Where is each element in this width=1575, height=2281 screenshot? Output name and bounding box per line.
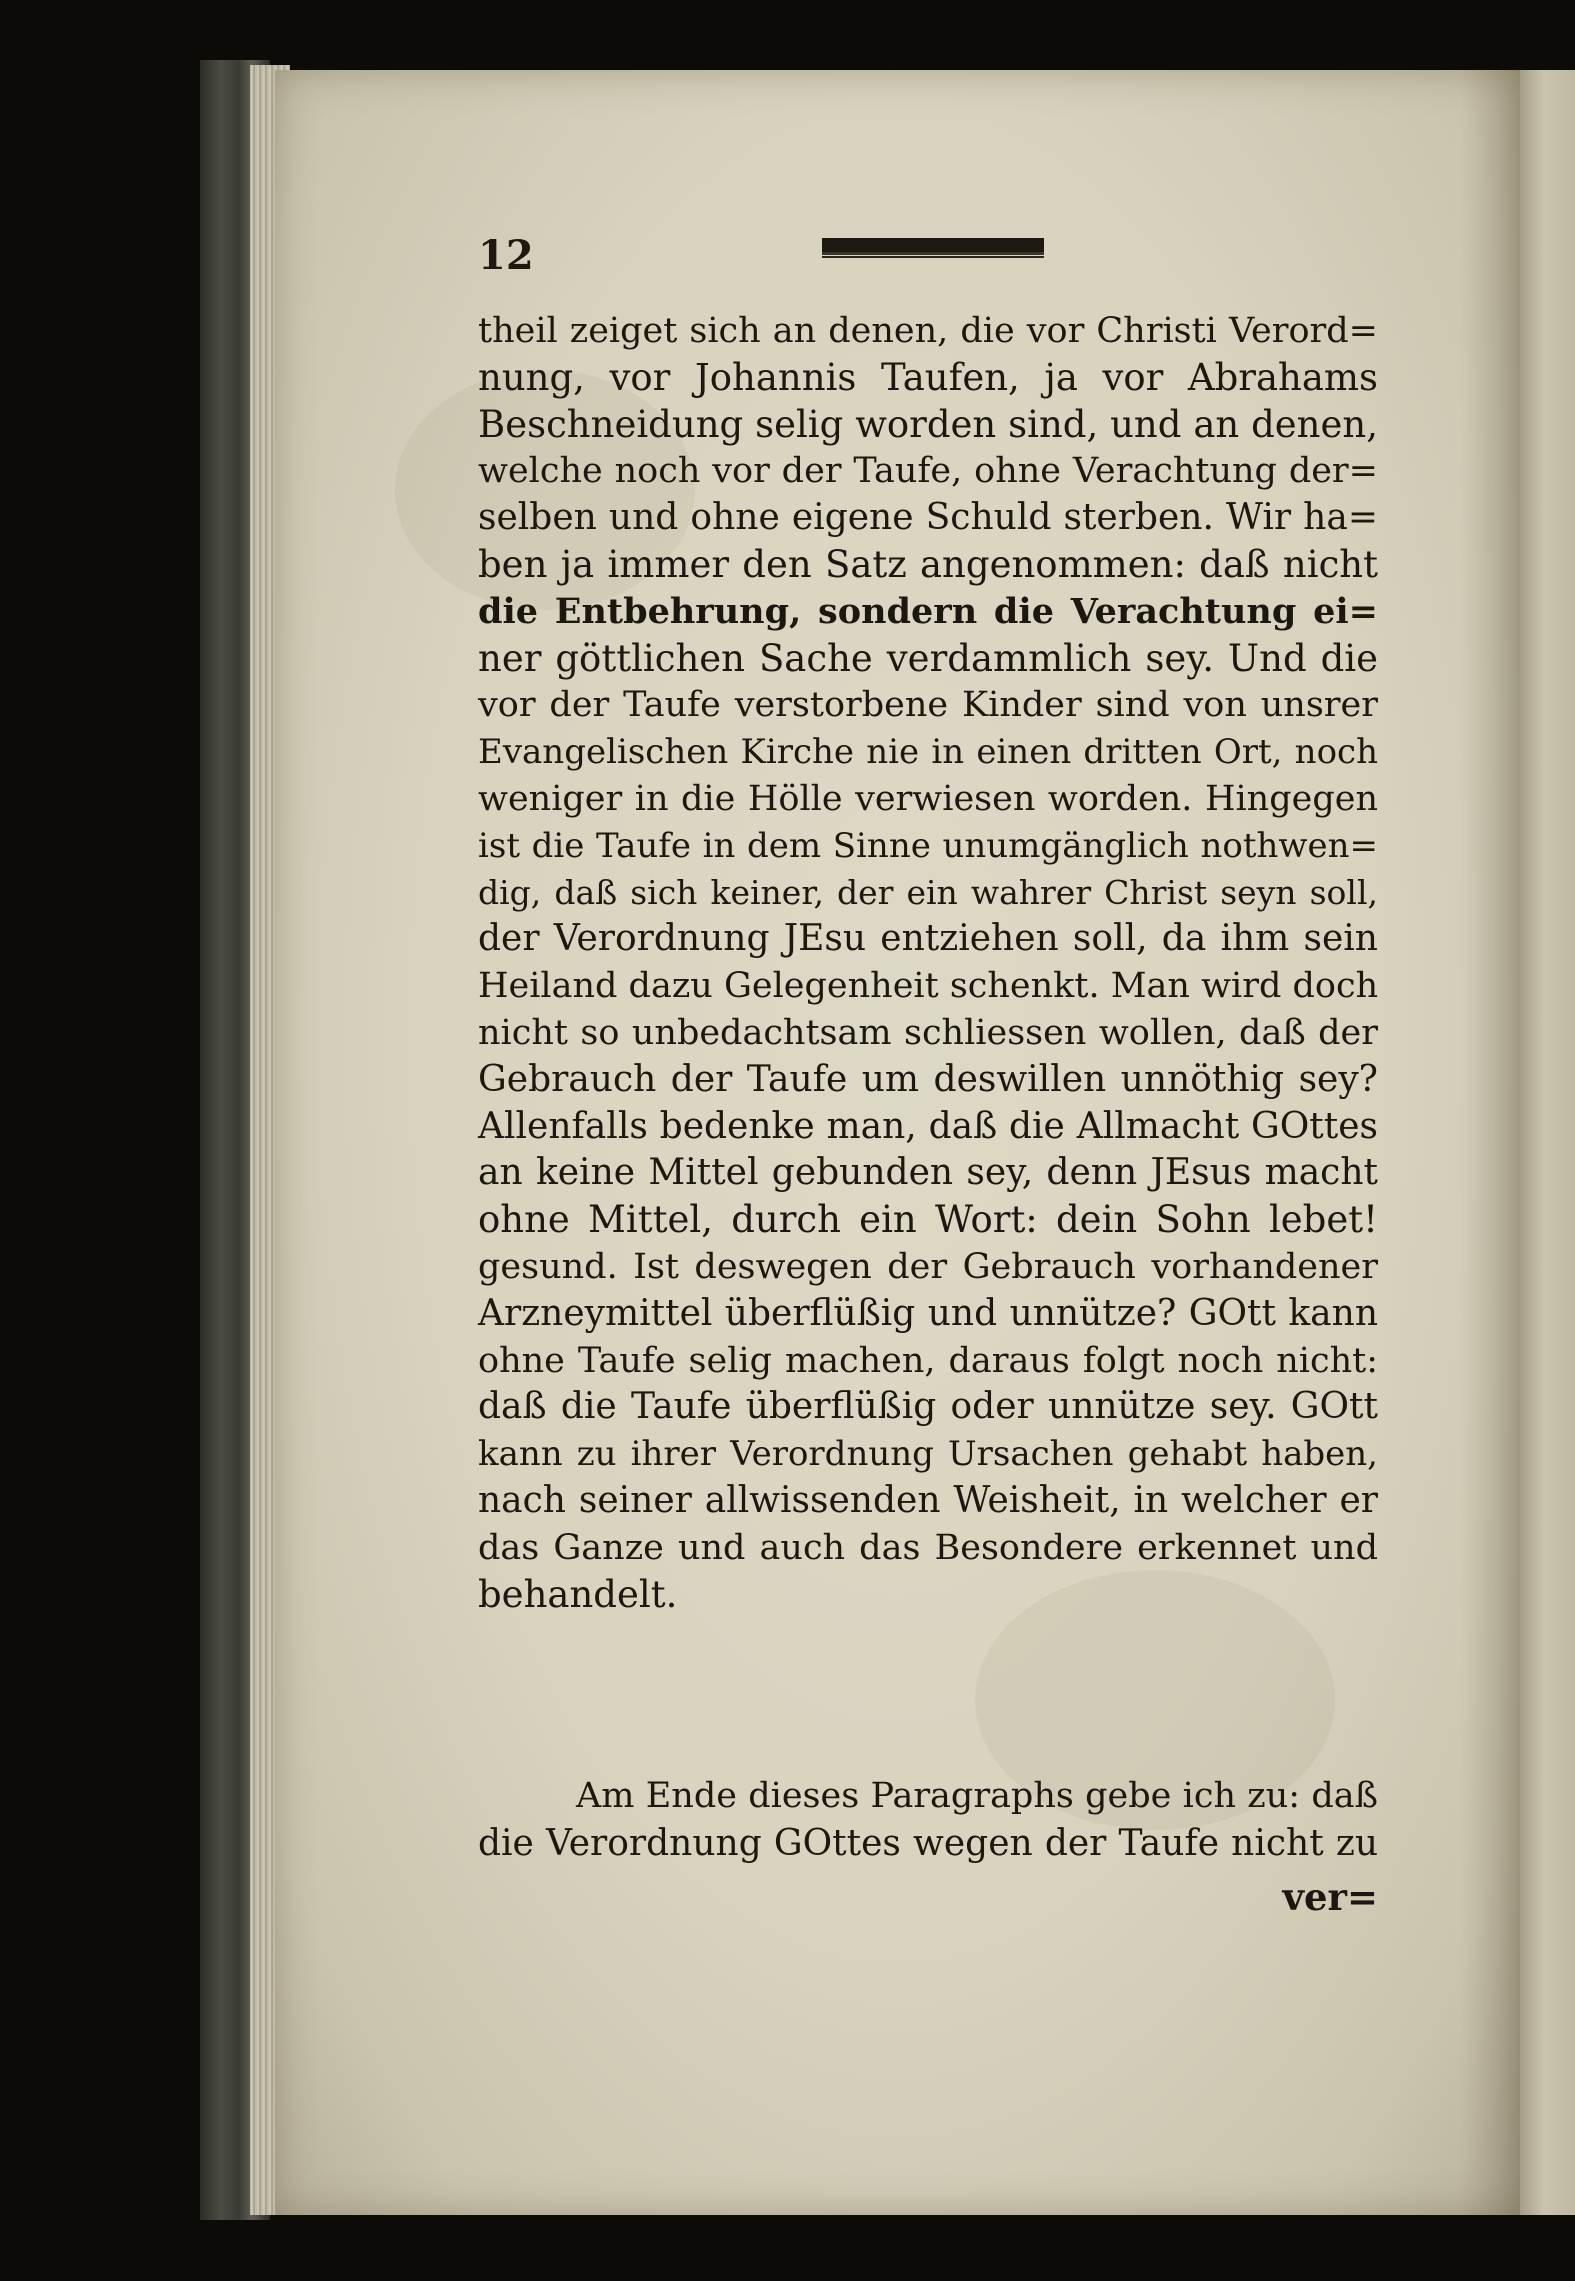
text-line: welche noch vor der Taufe, ohne Verachtung der= [478,451,1378,492]
text-line: nicht so unbedachtsam schliessen wollen, daß der [478,1012,1378,1053]
header-rule [822,238,1044,255]
text-line: kann zu ihrer Verordnung Ursachen gehabt haben, [478,1434,1378,1475]
text-line: vor der Taufe verstorbene Kinder sind von unsrer [478,685,1378,726]
page-number: 12 [478,232,534,279]
text-line: daß die Taufe überflüßig oder unnütze sey. GOtt [478,1386,1378,1428]
text-line: selben und ohne eigene Schuld sterben. Wir ha= [478,497,1378,539]
page-gutter-shadow [1460,70,1520,2215]
text-line: dig, daß sich keiner, der ein wahrer Christ seyn soll, [478,872,1378,912]
text-line: ohne Taufe selig machen, daraus folgt noch nicht: [478,1340,1378,1381]
text-line: ist die Taufe in dem Sinne unumgänglich nothwen= [478,825,1378,866]
text-line: gesund. Ist deswegen der Gebrauch vorhandener [478,1246,1378,1287]
text-line: behandelt. [478,1572,678,1616]
catchword: ver= [1282,1875,1378,1919]
facing-page-edge [1520,70,1575,2215]
text-line: ner göttlichen Sache verdammlich sey. Und die [478,636,1378,680]
text-line: Allenfalls bedenke man, daß die Allmacht GOttes [478,1105,1378,1147]
text-line: Evangelischen Kirche nie in einen dritten Ort, noch [478,732,1378,773]
text-line: nach seiner allwissenden Weisheit, in welcher er [478,1479,1378,1521]
text-line: ben ja immer den Satz angenommen: daß nicht [478,542,1378,586]
text-line-emphasis: die Entbehrung, sondern die Verachtung ei= [478,590,1378,632]
text-line: Heiland dazu Gelegenheit schenkt. Man wird doch [478,966,1379,1007]
text-line: Gebrauch der Taufe um deswillen unnöthig sey? [478,1058,1378,1100]
text-line: Beschneidung selig worden sind, und an denen, [478,402,1378,446]
text-line: das Ganze und auch das Besondere erkennet und [478,1527,1378,1568]
text-line: ohne Mittel, durch ein Wort: dein Sohn lebet! [478,1198,1378,1242]
text-line: weniger in die Hölle verwiesen worden. Hingegen [478,778,1378,819]
body-paragraph-2 [478,1772,1378,1868]
text-line: die Verordnung GOttes wegen der Taufe nicht zu [478,1823,1378,1864]
page-header [478,228,1378,288]
text-line: an keine Mittel gebunden sey, denn JEsus macht [478,1152,1378,1194]
text-line: theil zeiget sich an denen, die vor Christi Verord= [478,311,1378,351]
text-line: Am Ende dieses Paragraphs gebe ich zu: daß [576,1776,1378,1816]
text-line: der Verordnung JEsu entziehen soll, da ihm sein [478,918,1378,960]
text-line: Arzneymittel überflüßig und unnütze? GOtt kann [478,1292,1378,1334]
text-line: nung, vor Johannis Taufen, ja vor Abrahams [478,355,1378,399]
body-paragraph-1 [478,308,1378,1618]
